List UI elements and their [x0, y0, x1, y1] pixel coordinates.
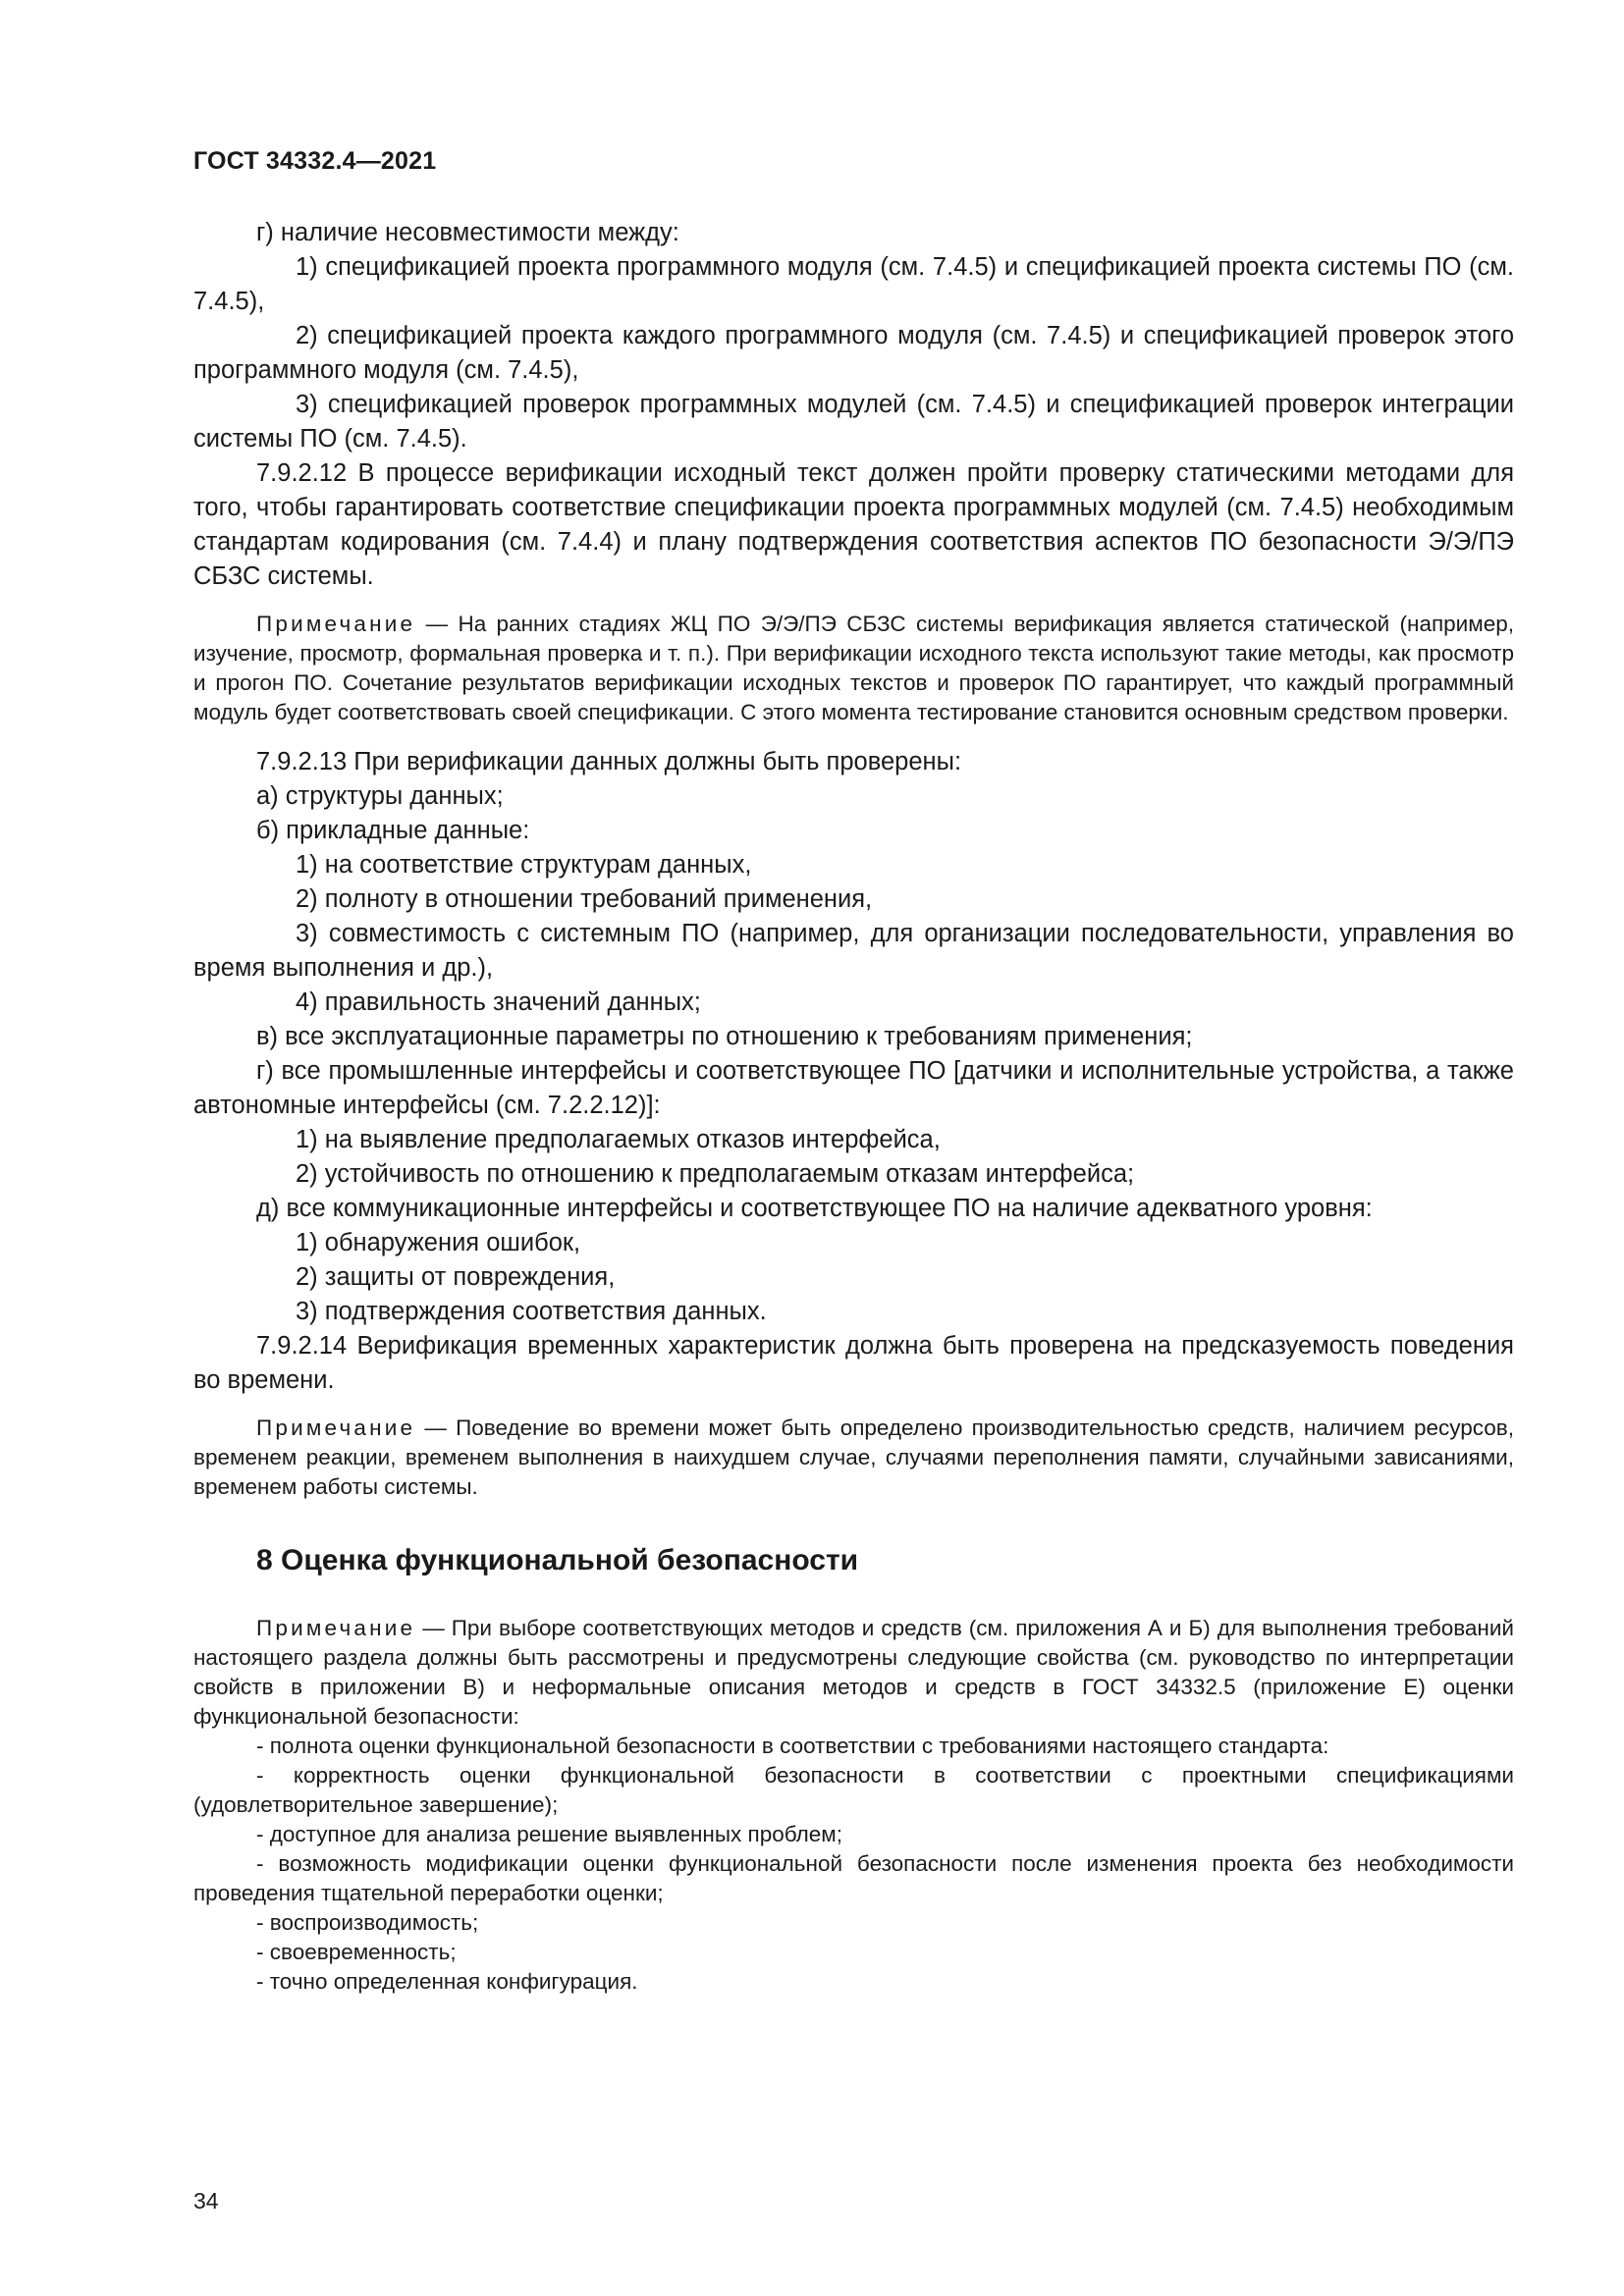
- list-item: 1) обнаружения ошибок,: [296, 1229, 581, 1256]
- page-number: 34: [193, 2188, 219, 2214]
- section-heading: 8 Оценка функциональной безопасности: [256, 1544, 859, 1576]
- note-text: — Поведение во времени может быть определено производительностью средств, наличием ресурсов, временем реакции, временем выполнения в наихудшем случае, случаями переполнения памяти, случайными зависаниями, временем работы системы.: [193, 1415, 1514, 1499]
- standard-header: ГОСТ 34332.4—2021: [193, 147, 437, 175]
- list-item: д) все коммуникационные интерфейсы и соответствующее ПО на наличие адекватного уровня:: [256, 1195, 1373, 1222]
- dash-item: - точно определенная конфигурация.: [256, 1969, 638, 1994]
- list-item: 2) защиты от повреждения,: [296, 1263, 616, 1291]
- list-item: г) все промышленные интерфейсы и соответствующее ПО [датчики и исполнительные устройства, а также автономные интерфейсы (см. 7.2.2.12)]:: [193, 1057, 1514, 1119]
- list-item: в) все эксплуатационные параметры по отношению к требованиям применения;: [256, 1023, 1193, 1050]
- list-item: 2) устойчивость по отношению к предполагаемым отказам интерфейса;: [296, 1160, 1135, 1188]
- paragraph: 7.9.2.13 При верификации данных должны быть проверены:: [256, 748, 962, 775]
- paragraph: 2) спецификацией проекта каждого программного модуля (см. 7.4.5) и спецификацией проверок этого программного модуля (см. 7.4.5),: [193, 322, 1514, 384]
- note: [193, 1414, 1514, 1502]
- paragraph: 7.9.2.14 Верификация временных характеристик должна быть проверена на предсказуемость поведения во времени.: [193, 1332, 1514, 1394]
- dash-item: - воспроизводимость;: [256, 1910, 479, 1935]
- list-item: б) прикладные данные:: [256, 817, 530, 844]
- dash-item: - доступное для анализа решение выявленных проблем;: [256, 1822, 842, 1846]
- dash-item: - полнота оценки функциональной безопасности в соответствии с требованиями настоящего стандарта:: [256, 1734, 1329, 1758]
- dash-item: - корректность оценки функциональной безопасности в соответствии с проектными спецификациями (удовлетворительное завершение);: [193, 1763, 1514, 1817]
- note-text: — На ранних стадиях ЖЦ ПО Э/Э/ПЭ СБЗС системы верификация является статической (например, изучение, просмотр, формальная проверка и т. п.). При верификации исходного текста используют такие методы, как просмотр и прогон ПО. Сочетание результатов верификации исходных текстов и проверок ПО гарантирует, что каждый программный модуль будет соответствовать своей спецификации. С этого момента тестирование становится основным средством проверки.: [193, 612, 1514, 724]
- note-label: Примечание: [256, 1415, 416, 1440]
- paragraph: 3) спецификацией проверок программных модулей (см. 7.4.5) и спецификацией проверок интеграции системы ПО (см. 7.4.5).: [193, 391, 1514, 453]
- note-text: — При выборе соответствующих методов и средств (см. приложения А и Б) для выполнения требований настоящего раздела должны быть рассмотрены и предусмотрены следующие свойства (см. руководство по интерпретации свойств в приложении В) и неформальные описания методов и средств в ГОСТ 34332.5 (приложение Е) оценки функциональной безопасности:: [193, 1616, 1514, 1729]
- list-item: 1) на соответствие структурам данных,: [296, 851, 752, 879]
- page-content: [193, 216, 1514, 1997]
- dash-item: - своевременность;: [256, 1940, 457, 1964]
- note: [193, 610, 1514, 727]
- list-item: 3) подтверждения соответствия данных.: [296, 1298, 767, 1325]
- list-item: 2) полноту в отношении требований применения,: [296, 885, 873, 913]
- dash-item: - возможность модификации оценки функциональной безопасности после изменения проекта без необходимости проведения тщательной переработки оценки;: [193, 1851, 1514, 1905]
- paragraph: 1) спецификацией проекта программного модуля (см. 7.4.5) и спецификацией проекта системы ПО (см. 7.4.5),: [193, 253, 1514, 315]
- list-item: 3) совместимость с системным ПО (например, для организации последовательности, управления во время выполнения и др.),: [193, 920, 1514, 982]
- note-label: Примечание: [256, 1616, 416, 1640]
- paragraph: 7.9.2.12 В процессе верификации исходный текст должен пройти проверку статическими методами для того, чтобы гарантировать соответствие спецификации проекта программных модулей (см. 7.4.5) необходимым стандартам кодирования (см. 7.4.4) и плану подтверждения соответствия аспектов ПО безопасности Э/Э/ПЭ СБЗС системы.: [193, 459, 1514, 590]
- note-label: Примечание: [256, 612, 416, 636]
- list-item: 1) на выявление предполагаемых отказов интерфейса,: [296, 1126, 941, 1153]
- note: [193, 1614, 1514, 1732]
- list-item: 4) правильность значений данных;: [296, 988, 701, 1016]
- paragraph: г) наличие несовместимости между:: [256, 219, 679, 246]
- list-item: а) структуры данных;: [256, 782, 504, 810]
